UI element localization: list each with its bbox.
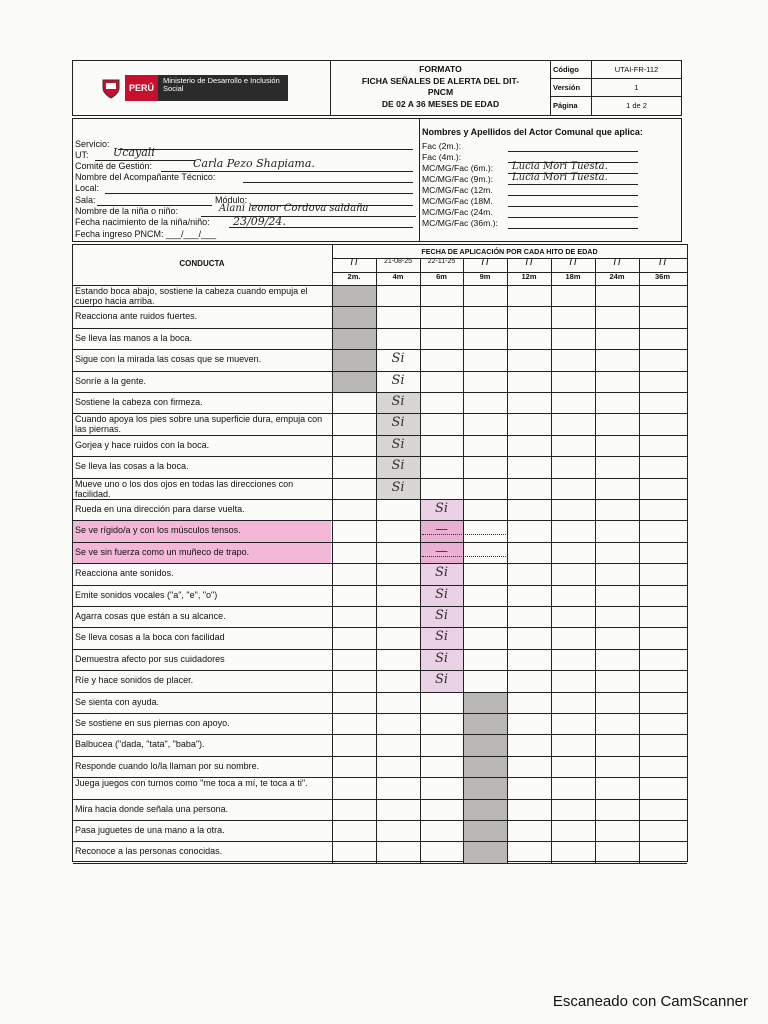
- pagina-row: [551, 97, 681, 115]
- actor-title: Nombres y Apellidos del Actor Comunal que aplica:: [422, 127, 643, 137]
- handwritten-answer: —: [435, 543, 448, 559]
- codigo-row: [551, 61, 681, 79]
- actor-row-label: MC/MG/Fac (24m.: [422, 207, 493, 217]
- grid-hline: [73, 478, 687, 479]
- grid-hline: [73, 585, 687, 586]
- version-value: 1: [591, 79, 681, 97]
- age-header: 36m: [654, 272, 670, 281]
- actor-row-label: MC/MG/Fac (36m.):: [422, 218, 498, 228]
- age-shade-cell: [463, 777, 507, 798]
- fecha-header: FECHA DE APLICACIÓN POR CADA HITO DE EDAD: [421, 247, 598, 256]
- grid-hline: [73, 349, 687, 350]
- behavior-text: Responde cuando lo/la llaman por su nombre.: [75, 760, 260, 771]
- info-block: [72, 118, 682, 242]
- behavior-text: Mira hacia donde señala una persona.: [75, 803, 229, 814]
- dotted-line: [422, 556, 508, 557]
- handwritten-answer: Si: [391, 458, 405, 474]
- age-shade-cell: [332, 371, 376, 392]
- logo-peru-text: PERÚ: [125, 75, 158, 101]
- nino-label: Nombre de la niña o niño:: [75, 206, 179, 216]
- actor-row-label: MC/MG/Fac (12m.: [422, 185, 493, 195]
- age-shade-cell: [463, 820, 507, 841]
- pagina-label: Página: [553, 101, 578, 110]
- behavior-text: Balbucea ("dada, "tata", "baba").: [75, 739, 205, 750]
- handwritten-answer: Si: [434, 501, 449, 516]
- actor-row-value: Lucia Mori Tuesta.: [512, 161, 608, 172]
- grid-hline: [73, 756, 687, 757]
- acompanante-line: [243, 182, 413, 183]
- grid-hline: [73, 606, 687, 607]
- behavior-text: Se ve rígido/a y con los músculos tensos.: [73, 520, 331, 541]
- age-header: 6m: [436, 272, 447, 281]
- ut-value: Ucayali: [113, 146, 155, 159]
- age-shade-cell: [332, 306, 376, 327]
- behavior-text: Sigue con la mirada las cosas que se mueven.: [75, 354, 262, 365]
- local-line: [105, 193, 413, 194]
- age-shade-cell: [332, 328, 376, 349]
- behavior-text: Se sienta con ayuda.: [75, 696, 160, 707]
- behavior-text: Se lleva cosas a la boca con facilidad: [75, 632, 225, 643]
- title-line: DE 02 A 36 MESES DE EDAD: [381, 98, 500, 109]
- grid-vline: [332, 245, 333, 863]
- actor-row-label: Fac (4m.):: [422, 152, 462, 162]
- grid-hline: [73, 392, 687, 393]
- actor-row-line: [508, 195, 638, 196]
- comite-value: Carla Pezo Shapiama.: [193, 157, 315, 170]
- version-label: Versión: [553, 83, 581, 92]
- scanner-watermark: Escaneado con CamScanner: [552, 993, 748, 1010]
- handwritten-answer: Si: [434, 672, 449, 688]
- handwritten-answer: Si: [434, 629, 449, 645]
- grid-hline: [73, 328, 687, 329]
- age-shade-cell: [463, 756, 507, 777]
- grid-hline: [73, 563, 687, 564]
- local-label: Local:: [75, 183, 100, 193]
- grid-hline: [73, 499, 687, 500]
- date-cell: / /: [659, 258, 666, 267]
- actor-row-value: Lucia Mori Tuesta.: [512, 172, 608, 183]
- grid-hline: [332, 258, 687, 259]
- age-header: 18m: [565, 272, 581, 281]
- date-cell: / /: [569, 258, 577, 267]
- age-header: 2m.: [347, 272, 361, 281]
- grid-hline: [73, 734, 687, 735]
- handwritten-answer: Si: [434, 608, 449, 623]
- form-header: [72, 60, 682, 116]
- grid-hline: [73, 649, 687, 650]
- date-cell: / /: [350, 258, 358, 267]
- actor-info: [420, 119, 683, 241]
- age-shade-cell: [332, 285, 376, 306]
- sala-label: Sala:: [75, 195, 96, 205]
- age-header: 24m: [609, 272, 625, 281]
- ingreso-label: Fecha ingreso PNCM: ___/___/___: [75, 229, 217, 239]
- actor-row-label: MC/MG/Fac (9m.):: [422, 174, 494, 184]
- behavior-text: Juega juegos con turnos como "me toca a mí, te toca a ti".: [75, 778, 308, 789]
- title-line: FICHA SEÑALES DE ALERTA DEL DIT-: [361, 75, 520, 86]
- behavior-text: Sostiene la cabeza con firmeza.: [75, 397, 203, 407]
- behavior-table: [72, 244, 688, 862]
- grid-hline: [73, 456, 687, 457]
- behavior-text: Emite sonidos vocales ("a", "e", "o"): [75, 589, 218, 600]
- version-row: [551, 79, 681, 97]
- date-cell: / /: [525, 258, 533, 267]
- age-shade-cell: [463, 713, 507, 734]
- handwritten-answer: Si: [391, 479, 405, 495]
- grid-hline: [73, 670, 687, 671]
- grid-hline: [73, 863, 687, 864]
- date-cell: / /: [613, 258, 621, 267]
- behavior-text: Se ve sin fuerza como un muñeco de trapo.: [73, 542, 331, 563]
- grid-hline: [73, 371, 687, 372]
- behavior-text: Cuando apoya los pies sobre una superficie dura, empuja con las piernas.: [75, 414, 323, 435]
- handwritten-answer: Si: [391, 394, 405, 409]
- nacimiento-value: 23/09/24.: [233, 215, 286, 228]
- age-header: 12m: [521, 272, 537, 281]
- actor-row-line: [508, 217, 638, 218]
- actor-row-line: [508, 228, 638, 229]
- grid-hline: [73, 542, 687, 543]
- handwritten-answer: Si: [391, 436, 405, 452]
- nacimiento-label: Fecha nacimiento de la niña/niño:: [75, 217, 210, 227]
- age-shade-cell: [463, 841, 507, 862]
- conducta-header: CONDUCTA: [179, 259, 225, 268]
- ministry-logo: [101, 75, 327, 101]
- logo-ministry-text: Ministerio de Desarrollo e Inclusión Social: [158, 75, 288, 101]
- grid-hline: [73, 777, 687, 778]
- behavior-text: Se lleva las cosas a la boca.: [75, 461, 189, 472]
- coat-of-arms-icon: [101, 77, 121, 99]
- behavior-text: Pasa juguetes de una mano a la otra.: [75, 825, 225, 835]
- grid-hline: [73, 435, 687, 436]
- dotted-line: [422, 534, 508, 535]
- behavior-text: Gorjea y hace ruidos con la boca.: [75, 439, 210, 450]
- age-shade-cell: [332, 349, 376, 370]
- actor-row-line: [508, 151, 638, 152]
- actor-row-line: [508, 206, 638, 207]
- age-shade-cell: [463, 692, 507, 713]
- modulo-label: Módulo:: [215, 195, 248, 205]
- age-header: 4m: [392, 272, 404, 281]
- acompanante-label: Nombre del Acompañante Técnico:: [75, 172, 216, 182]
- title-line: PNCM: [427, 87, 454, 97]
- grid-hline: [73, 520, 687, 521]
- behavior-text: Se sostiene en sus piernas con apoyo.: [75, 718, 230, 728]
- behavior-text: Rueda en una dirección para darse vuelta.: [75, 504, 245, 514]
- handwritten-answer: —: [435, 522, 448, 538]
- grid-hline: [73, 413, 687, 414]
- comite-label: Comité de Gestión:: [75, 161, 153, 171]
- grid-hline: [73, 713, 687, 714]
- actor-row-label: MC/MG/Fac (18M.: [422, 196, 493, 206]
- behavior-text: Reconoce a las personas conocidas.: [75, 846, 223, 857]
- ut-label: UT:: [75, 150, 89, 160]
- servicio-label: Servicio:: [75, 139, 110, 149]
- handwritten-answer: Si: [391, 415, 405, 431]
- behavior-text: Mueve uno o los dos ojos en todas las direcciones con facilidad.: [75, 478, 294, 499]
- codigo-label: Código: [553, 65, 579, 74]
- age-shade-cell: [463, 734, 507, 755]
- logo-cell: [73, 61, 331, 115]
- date-cell: 21-08-25: [383, 258, 413, 265]
- child-info: [73, 119, 420, 241]
- handwritten-answer: Si: [391, 372, 405, 388]
- grid-hline: [73, 799, 687, 800]
- codigo-value: UTAI-FR-112: [591, 61, 681, 79]
- age-header: 9m: [479, 272, 491, 281]
- grid-hline: [73, 306, 687, 307]
- handwritten-answer: Si: [434, 650, 449, 666]
- grid-hline: [73, 841, 687, 842]
- behavior-text: Reacciona ante ruidos fuertes.: [75, 311, 198, 322]
- form-title: [331, 61, 551, 115]
- behavior-text: Ríe y hace sonidos de placer.: [75, 675, 194, 686]
- actor-row-label: Fac (2m.):: [422, 141, 462, 151]
- handwritten-answer: Si: [434, 565, 449, 581]
- behavior-text: Se lleva las manos a la boca.: [75, 332, 193, 343]
- form-meta: [551, 61, 681, 115]
- behavior-text: Reacciona ante sonidos.: [75, 568, 174, 579]
- grid-hline: [73, 820, 687, 821]
- pagina-value: 1 de 2: [591, 97, 681, 115]
- behavior-text: Estando boca abajo, sostiene la cabeza cuando empuja el cuerpo hacia arriba.: [75, 286, 308, 306]
- title-line: FORMATO: [419, 64, 462, 74]
- servicio-line: [118, 149, 413, 150]
- behavior-text: Agarra cosas que están a su alcance.: [75, 611, 226, 621]
- grid-hline: [73, 285, 687, 286]
- date-cell: 22-11-25: [427, 258, 456, 265]
- actor-row-label: MC/MG/Fac (6m.):: [422, 163, 494, 173]
- nino-value: Alani leonor Cordova saldaña: [219, 203, 369, 214]
- grid-hline: [73, 627, 687, 628]
- grid-hline: [73, 692, 687, 693]
- behavior-text: Sonríe a la gente.: [75, 375, 147, 386]
- handwritten-answer: Si: [434, 586, 449, 602]
- handwritten-answer: Si: [391, 351, 405, 367]
- age-shade-cell: [463, 799, 507, 820]
- grid-hline: [332, 272, 687, 273]
- behavior-text: Demuestra afecto por sus cuidadores: [75, 653, 225, 664]
- actor-row-line: [508, 184, 638, 185]
- date-cell: / /: [481, 258, 489, 267]
